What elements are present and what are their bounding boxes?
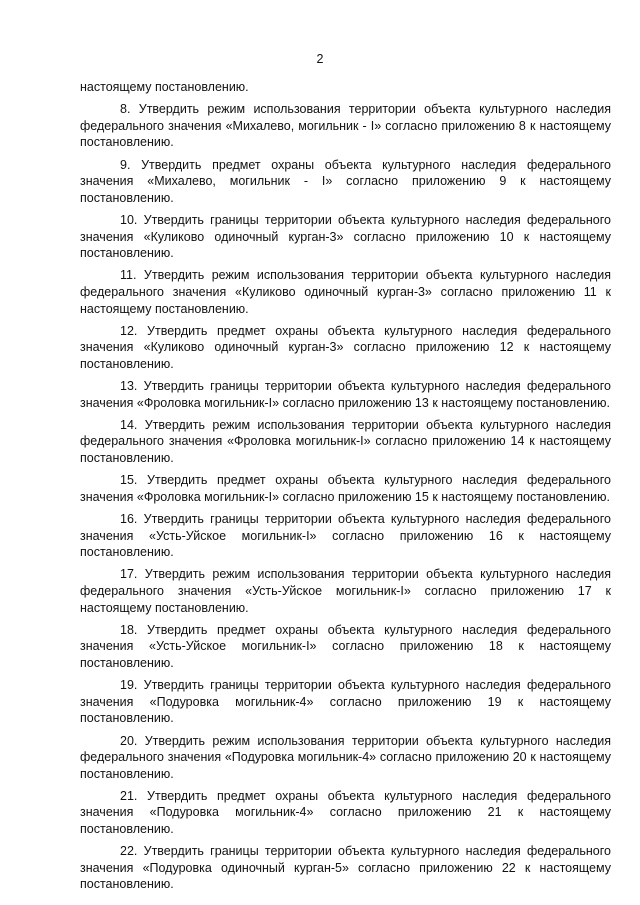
paragraph-item-17: 17. Утвердить режим использования территории объекта культурного наследия федерального значения «Усть-Уйское могильник-I» согласно приложению 17 к настоящему постановлению.	[80, 567, 611, 615]
lead-paragraph-fragment: настоящему постановлению.	[80, 80, 249, 94]
paragraph-item-22: 22. Утвердить границы территории объекта культурного наследия федерального значения «Подуровка одиночный курган-5» согласно приложению 22 к настоящему постановлению.	[80, 844, 611, 892]
paragraph-item-11: 11. Утвердить режим использования территории объекта культурного наследия федерального значения «Куликово одиночный курган-3» согласно приложению 11 к настоящему постановлению.	[80, 268, 611, 316]
paragraph-item-16: 16. Утвердить границы территории объекта культурного наследия федерального значения «Усть-Уйское могильник-I» согласно приложению 16 к настоящему постановлению.	[80, 512, 611, 560]
paragraph-item-10: 10. Утвердить границы территории объекта культурного наследия федерального значения «Куликово одиночный курган-3» согласно приложению 10 к настоящему постановлению.	[80, 212, 611, 261]
paragraph-item-21: 21. Утвердить предмет охраны объекта культурного наследия федерального значения «Подуровка могильник-4» согласно приложению 21 к настоящему постановлению.	[80, 788, 611, 837]
paragraph-item-20: 20. Утвердить режим использования территории объекта культурного наследия федерального значения «Подуровка могильник-4» согласно приложению 20 к настоящему постановлению.	[80, 733, 611, 781]
paragraph-item-14: 14. Утвердить режим использования территории объекта культурного наследия федерального значения «Фроловка могильник-I» согласно приложению 14 к настоящему постановлению.	[80, 417, 611, 466]
paragraph-item-8: 8. Утвердить режим использования территории объекта культурного наследия федерального значения «Михалево, могильник - I» согласно приложению 8 к настоящему постановлению.	[80, 102, 611, 150]
paragraph-item-15: 15. Утвердить предмет охраны объекта культурного наследия федерального значения «Фроловка могильник-I» согласно приложению 15 к настоящему постановлению.	[80, 473, 611, 504]
paragraph-item-19: 19. Утвердить границы территории объекта культурного наследия федерального значения «Подуровка могильник-4» согласно приложению 19 к настоящему постановлению.	[80, 678, 611, 726]
paragraph-item-12: 12. Утвердить предмет охраны объекта культурного наследия федерального значения «Куликово одиночный курган-3» согласно приложению 12 к настоящему постановлению.	[80, 323, 611, 371]
paragraph-item-18: 18. Утвердить предмет охраны объекта культурного наследия федерального значения «Усть-Уйское могильник-I» согласно приложению 18 к настоящему постановлению.	[80, 622, 611, 670]
page-number: 2	[316, 52, 324, 66]
paragraph-item-13: 13. Утвердить границы территории объекта культурного наследия федерального значения «Фроловка могильник-I» согласно приложению 13 к настоящему постановлению.	[80, 379, 611, 410]
paragraph-item-9: 9. Утвердить предмет охраны объекта культурного наследия федерального значения «Михалево, могильник - I» согласно приложению 9 к настоящему постановлению.	[80, 157, 611, 205]
document-body	[80, 79, 611, 899]
